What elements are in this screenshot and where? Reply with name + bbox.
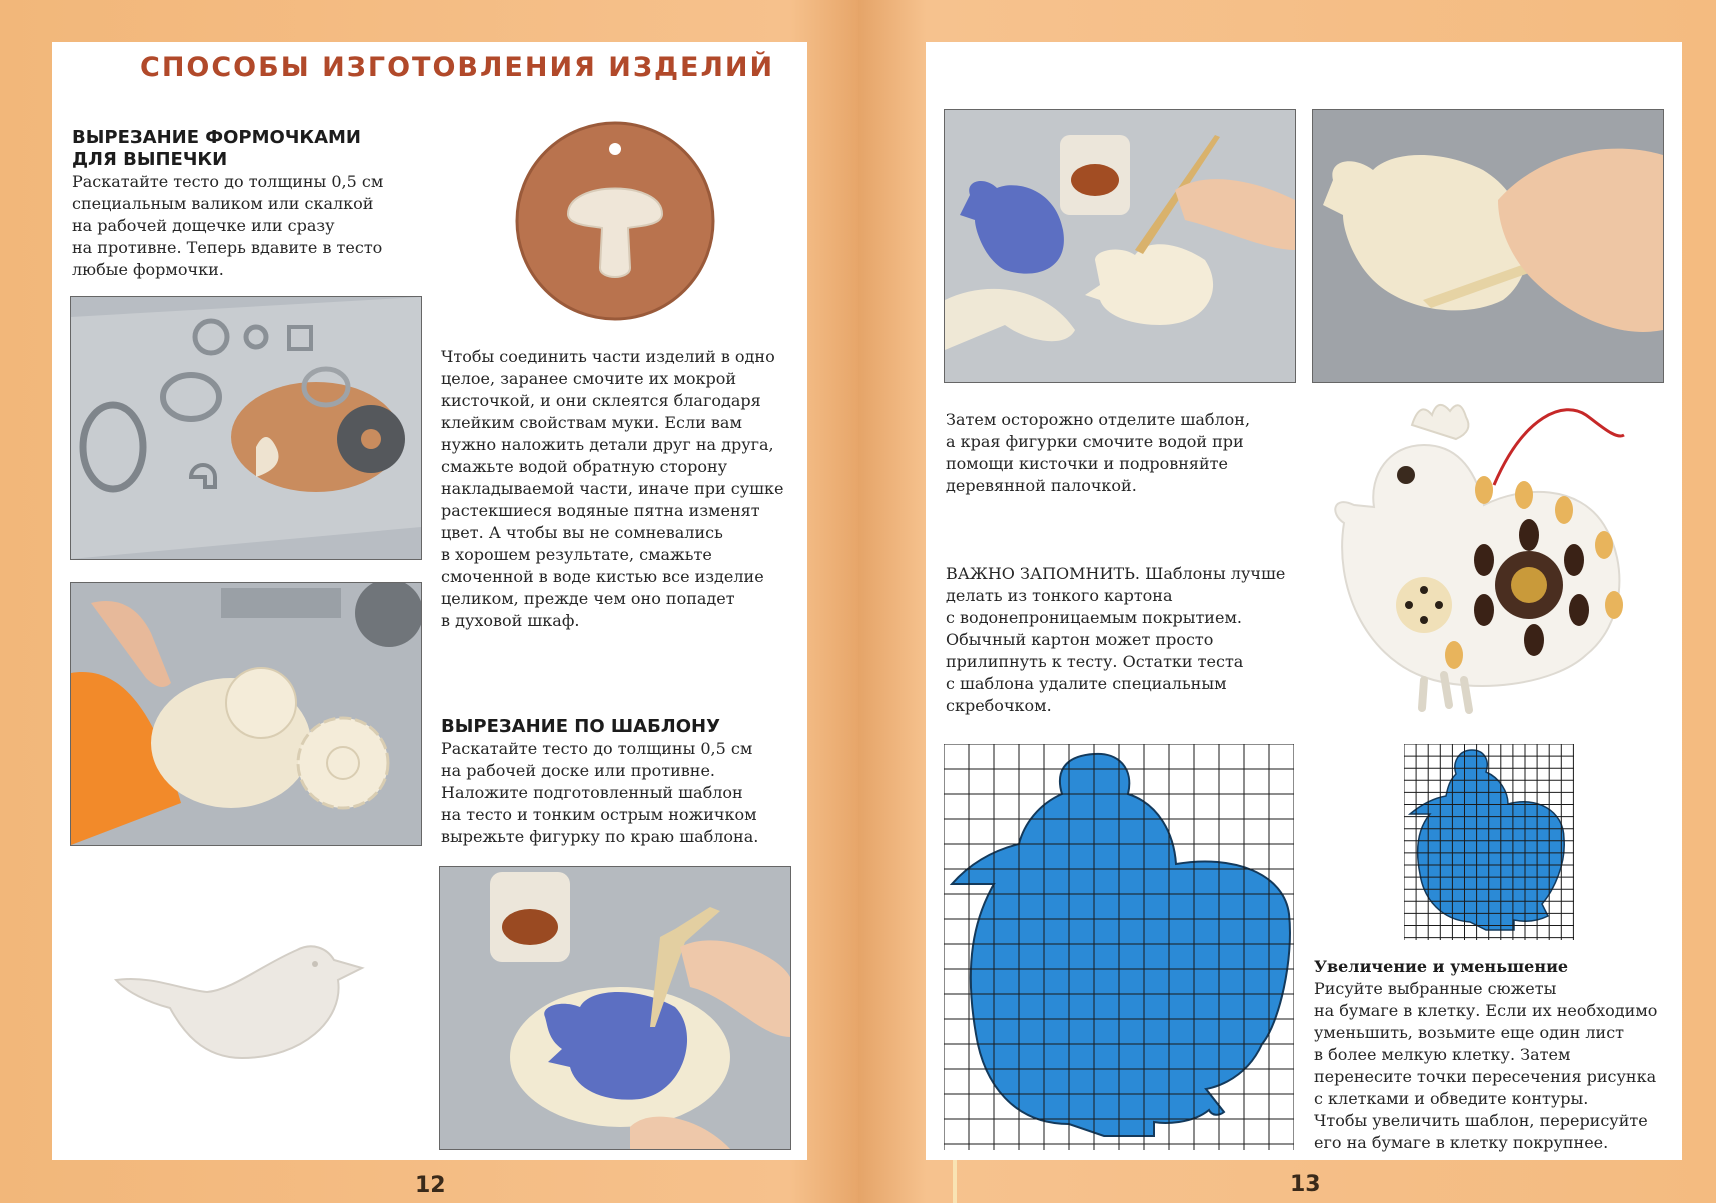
section-text-cutters: Раскатайте тесто до толщины 0,5 см специальным валиком или скалкой на рабочей дощечке или сразу на противне. Теперь вдавите в тесто любые формочки. xyxy=(72,172,384,279)
page-title: СПОСОБЫ ИЗГОТОВЛЕНИЯ ИЗДЕЛИЙ xyxy=(140,52,775,83)
decorated-chicken-figure xyxy=(1324,395,1648,731)
scaling-heading: Увеличение и уменьшение xyxy=(1314,957,1569,976)
separate-template-caption: Затем осторожно отделите шаблон, а края фигурки смочите водой при помощи кисточки и подровняйте деревянной палочкой. xyxy=(946,410,1251,495)
page-number-left: 12 xyxy=(415,1173,446,1198)
section-heading-cutters xyxy=(72,127,361,171)
photo-template-on-dough xyxy=(439,866,791,1150)
photo-brush-smoothing xyxy=(944,109,1296,383)
important-note: ВАЖНО ЗАПОМНИТЬ. Шаблоны лучше делать из тонкого картона с водонепроницаемым покрытием. Обычный картон может просто прилипнуть к тесту. Остатки теста с шаблона удалите специальным скребочком. xyxy=(946,564,1286,715)
page-number-right: 13 xyxy=(1290,1172,1321,1197)
small-grid-template xyxy=(1404,744,1574,940)
dough-bird-figure xyxy=(112,930,374,1065)
photo-cookie-cutters xyxy=(70,296,422,560)
heading-line: ДЛЯ ВЫПЕЧКИ xyxy=(72,149,228,170)
joining-parts-text: Чтобы соединить части изделий в одно целое, заранее смочите их мокрой кисточкой, и они склеятся благодаря клейким свойствам муки. Если вам нужно наложить детали друг на друга, смажьте водой обратную сторону накладываемой части, иначе при сушке растекшиеся водяные пятна изменят цвет. А чтобы вы не сомневались в хорошем результате, смажьте смоченной в воде кистью все изделие целиком, прежде чем оно попадет в духовой шкаф. xyxy=(441,347,784,630)
photo-stick-trimming xyxy=(1312,109,1664,383)
section-text-template: Раскатайте тесто до толщины 0,5 см на рабочей доске или противне. Наложите подготовленный шаблон на тесто и тонким острым ножичком вырежьте фигурку по краю шаблона. xyxy=(441,739,759,846)
photo-cutting-shapes xyxy=(70,582,422,846)
mushroom-medallion-photo xyxy=(512,118,718,324)
section-heading-template: ВЫРЕЗАНИЕ ПО ШАБЛОНУ xyxy=(441,716,720,737)
scaling-text: Рисуйте выбранные сюжеты на бумаге в клетку. Если их необходимо уменьшить, возьмите еще один лист в более мелкую клетку. Затем перенесите точки пересечения рисунка с клетками и обведите контуры. Чтобы увеличить шаблон, перерисуйте его на бумаге в клетку покрупнее. xyxy=(1314,979,1658,1152)
heading-line: ВЫРЕЗАНИЕ ФОРМОЧКАМИ xyxy=(72,127,361,148)
large-grid-template xyxy=(944,744,1294,1150)
